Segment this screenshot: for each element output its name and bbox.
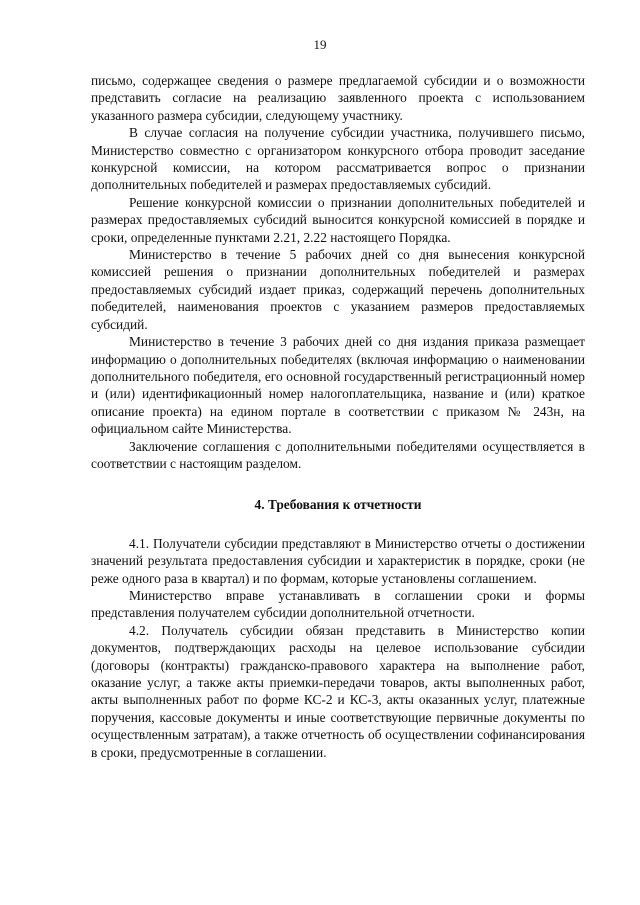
paragraph-ministry-order: Министерство в течение 5 рабочих дней со дня вынесения конкурсной комиссией решения о признании дополнительных победителей и размерах предоставляемых субсидий издает приказ, содержащий перечень дополнительных победителей, наименования проектов с указанием размеров предоставляемых субсидий. xyxy=(91,247,585,332)
page-number: 19 xyxy=(313,37,327,52)
paragraph-commission-decision: Решение конкурсной комиссии о признании дополнительных победителей и размерах предоставляемых субсидий выносится конкурсной комиссией в порядке и сроки, определенные пунктами 2.21, 2.22 настоящего Порядка. xyxy=(91,194,585,245)
paragraph-4-1: 4.1. Получатели субсидии представляют в Министерство отчеты о достижении значений результата предоставления субсидии и характеристик в порядке, сроки (не реже одного раза в квартал) и по формам, которые установлены соглашением. xyxy=(91,535,585,586)
paragraph-consent: В случае согласия на получение субсидии участника, получившего письмо, Министерство совместно с организатором конкурсного отбора проводит заседание конкурсной комиссии, на котором рассматривается вопрос о признании дополнительных победителей и размерах предоставляемых субсидий. xyxy=(91,125,585,193)
paragraph-agreement: Заключение соглашения с дополнительными победителями осуществляется в соответствии с настоящим разделом. xyxy=(91,438,585,471)
document-body xyxy=(91,72,585,761)
section-heading: 4. Требования к отчетности xyxy=(254,497,422,513)
paragraph-additional-reporting: Министерство вправе устанавливать в соглашении сроки и формы представления получателем субсидии дополнительной отчетности. xyxy=(91,587,585,621)
paragraph-continuation: письмо, содержащее сведения о размере предлагаемой субсидии и о возможности представить согласие на реализацию заявленного проекта с использованием указанного размера субсидии, следующему участнику. xyxy=(91,73,585,123)
paragraph-4-2: 4.2. Получатель субсидии обязан представить в Министерство копии документов, подтверждающих расходы на целевое использование субсидии (договоры (контракты) гражданско-правового характера на выполнение работ, оказание услуг, а также акты приемки-передачи товаров, акты выполненных работ, акты выполненных работ по форме КС-2 и КС-3, акты оказанных услуг, платежные поручения, кассовые документы и иные соответствующие первичные документы по осуществленным затратам), а также отчетность об осуществлении софинансирования в сроки, предусмотренные в соглашении. xyxy=(91,622,585,760)
paragraph-ministry-publication: Министерство в течение 3 рабочих дней со дня издания приказа размещает информацию о дополнительных победителях (включая информацию о наименовании дополнительного победителя, его основной государственный регистрационный номер и (или) идентификационный номер налогоплательщика, название и (или) краткое описание проекта) на едином портале в соответствии с приказом № 243н, на официальном сайте Министерства. xyxy=(91,334,585,437)
